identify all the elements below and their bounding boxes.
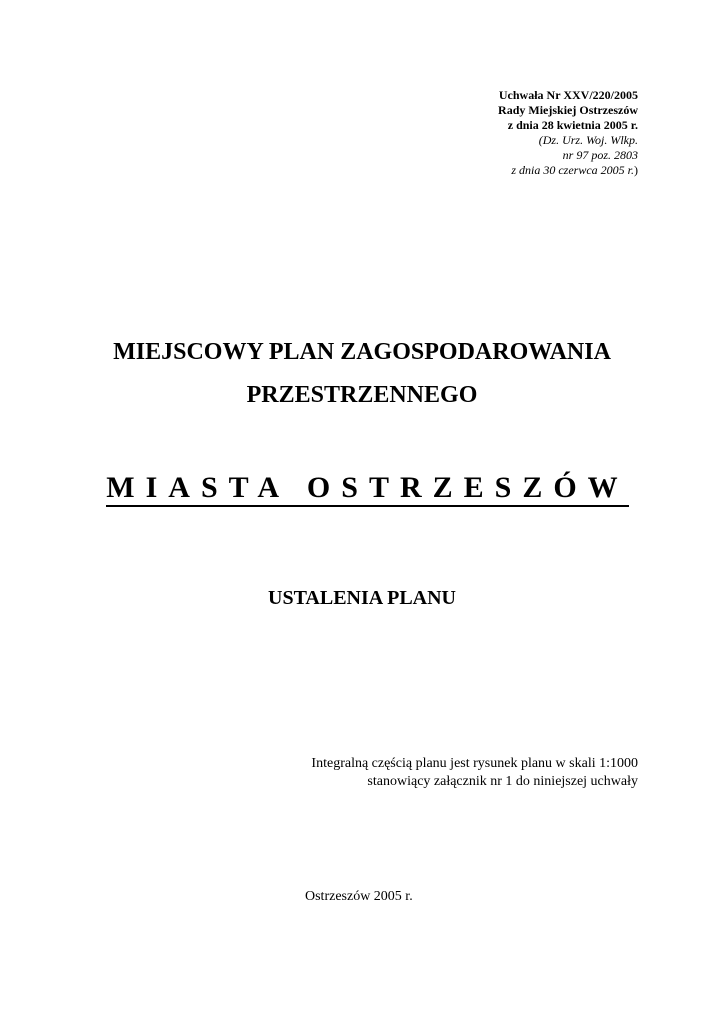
- attachment-note-line-2: stanowiący załącznik nr 1 do niniejszej uchwały: [367, 774, 638, 789]
- place-and-year: Ostrzeszów 2005 r.: [305, 889, 413, 904]
- journal-close-paren: ): [634, 163, 638, 177]
- plan-title-line-1: MIEJSCOWY PLAN ZAGOSPODAROWANIA: [113, 339, 611, 365]
- resolution-date: z dnia 28 kwietnia 2005 r.: [507, 118, 638, 132]
- resolution-header: [498, 88, 638, 178]
- city-heading: [0, 470, 724, 506]
- plan-title-line-2: PRZESTRZENNEGO: [246, 382, 478, 408]
- attachment-note: [311, 755, 638, 791]
- resolution-council: Rady Miejskiej Ostrzeszów: [498, 103, 638, 117]
- journal-reference: (Dz. Urz. Woj. Wlkp.: [538, 133, 638, 147]
- city-name: MIASTA OSTRZESZÓW: [106, 471, 628, 507]
- journal-date: z dnia 30 czerwca 2005 r.: [511, 163, 634, 177]
- attachment-note-line-1: Integralną częścią planu jest rysunek planu w skali 1:1000: [311, 756, 638, 771]
- resolution-number: Uchwała Nr XXV/220/2005: [498, 88, 638, 102]
- section-subtitle: USTALENIA PLANU: [268, 587, 456, 609]
- journal-number: nr 97 poz. 2803: [562, 148, 638, 162]
- journal-date-line: [498, 163, 638, 178]
